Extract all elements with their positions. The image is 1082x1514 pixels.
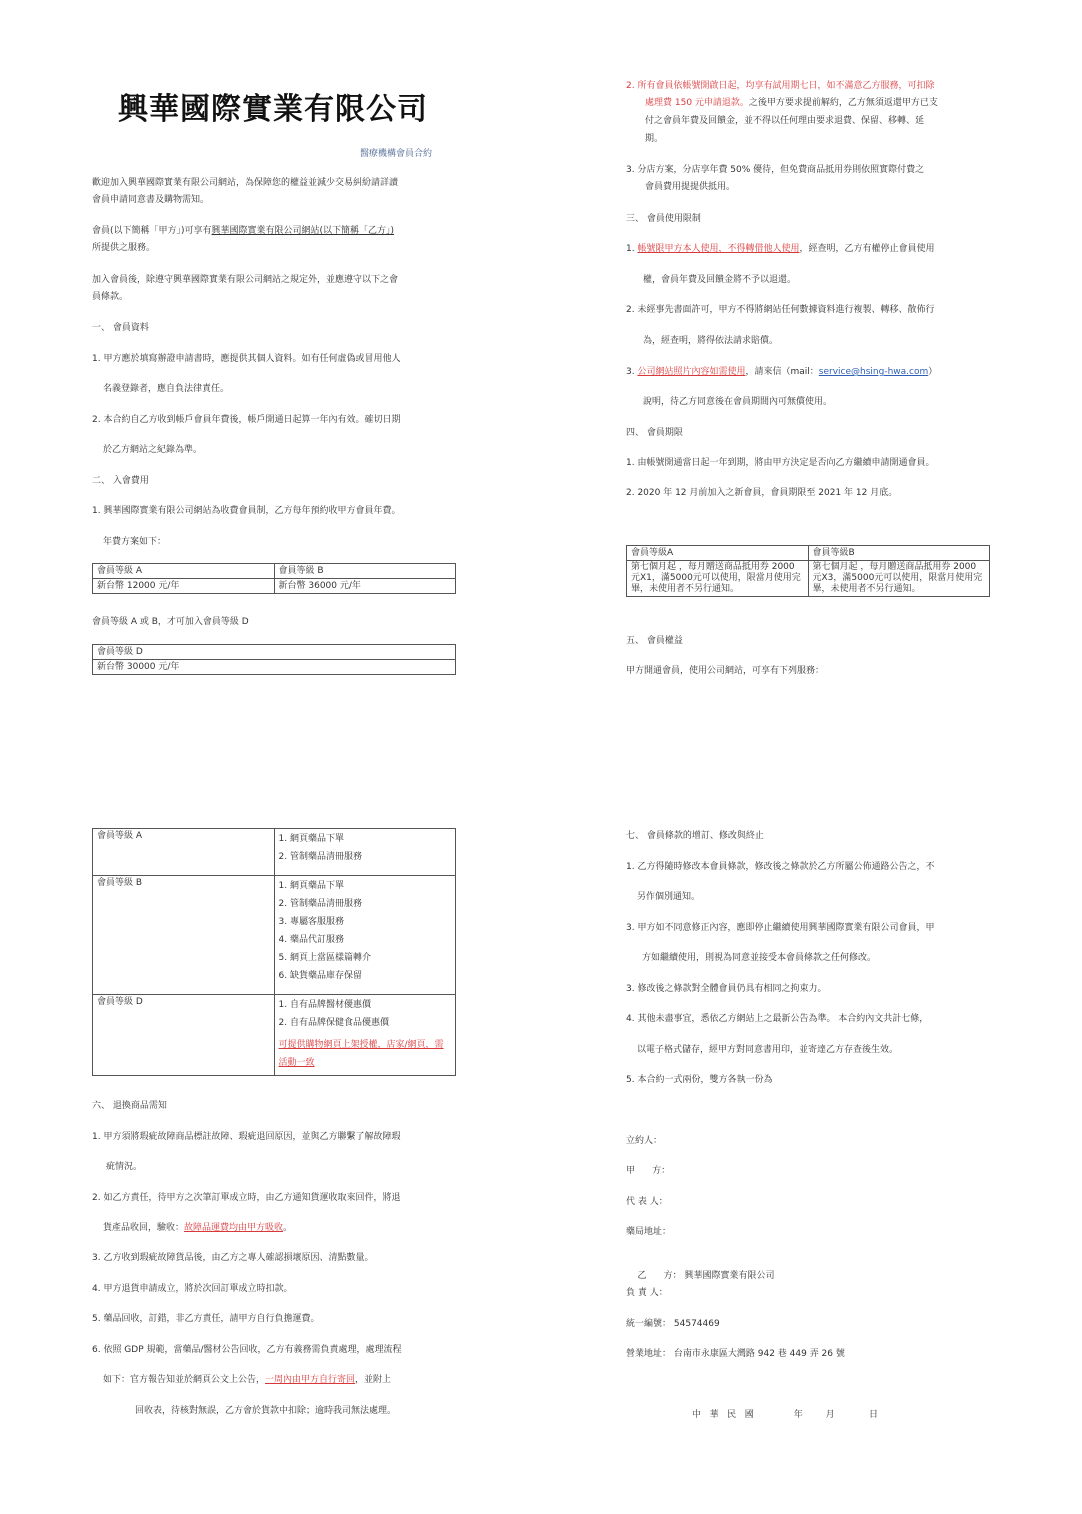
table-row — [627, 546, 990, 561]
email-link[interactable]: service@hsing-hwa.com — [818, 367, 929, 377]
party-a-label: 甲 方： — [626, 1166, 671, 1176]
s6-item-2-end: 。 — [283, 1223, 293, 1233]
benefit-tier-b: 會員等級 B — [93, 876, 275, 995]
s6-item-2: 2. 如乙方責任，待甲方之次筆訂單成立時，由乙方通知貨運收取來回件，將退 — [92, 1193, 401, 1203]
s7-item-4: 4. 其他未盡事宜，悉依乙方網站上之最新公告為準。 本合約內文共計七條， — [626, 1014, 929, 1024]
section-2-heading: 二、 入會費用 — [92, 476, 149, 486]
s3-item-3-cont: 說明，待乙方同意後在會員期間內可無償使用。 — [643, 397, 833, 407]
list-item: 1. 網頁藥品下單 — [278, 834, 344, 844]
s7-item-2-cont: 方如繼續使用，則視為同意並接受本會員條款之任何修改。 — [642, 953, 877, 963]
table-row — [93, 829, 456, 876]
s5-intro: 甲方開通會員，使用公司網站，可享有下列服務： — [626, 666, 825, 676]
s3-item-2: 2. 未經事先書面許可，甲方不得將網站任何數據資料進行複製、轉移、散佈行 — [626, 305, 935, 315]
list-item: 1. 自有品牌醫材優惠價 — [278, 1000, 371, 1010]
s2-item-2: 2. 所有會員依帳號開啟日起，均享有試用期七日，如不滿意乙方服務，可扣除 — [626, 81, 935, 91]
address-row — [626, 1348, 845, 1361]
list-item: 2. 管制藥品清冊服務 — [278, 852, 362, 862]
s6-item-6-cont-2: 回收表，待核對無誤，乙方會於貨款中扣除；逾時我司無法處理。 — [135, 1406, 397, 1416]
fee-tier-a: 會員等級 A — [93, 564, 275, 579]
fee-tier-b: 會員等級 B — [274, 564, 456, 579]
signers-label: 立約人： — [626, 1136, 663, 1146]
voucher-desc-b: 第七個月起 ，每月贈送商品抵用券 2000元X3，滿5000元可以使用，限當月使用完畢，未使用者不另行通知。 — [808, 561, 990, 597]
s4-item-2: 2. 2020 年 12 月前加入之新會員，會員期限至 2021 年 12 月底。 — [626, 488, 898, 498]
intro-p2-underlined: 興華國際實業有限公司網站(以下簡稱「乙方」) — [211, 226, 395, 236]
section-7-heading: 七、 會員條款的增訂、修改與終止 — [626, 831, 764, 841]
s1-item-2-cont: 於乙方網站之紀錄為準。 — [103, 445, 203, 455]
s6-item-6-text-2: ，並附上 — [355, 1375, 392, 1385]
s2-item-1-cont: 年費方案如下： — [103, 537, 167, 547]
fee-price-d: 新台幣 30000 元/年 — [93, 660, 456, 675]
s6-item-5: 5. 藥品回收，訂錯，非乙方責任，請甲方自行負擔運費。 — [92, 1314, 320, 1324]
benefit-items-b — [274, 876, 456, 995]
party-b-value: 興華國際實業有限公司 — [684, 1271, 775, 1281]
s6-item-4: 4. 甲方退貨申請成立，將於次回訂單成立時扣款。 — [92, 1284, 293, 1294]
s3-item-1-red: 帳號限甲方本人使用，不得轉借他人使用 — [637, 244, 800, 254]
list-item: 1. 網頁藥品下單 — [278, 881, 344, 891]
contract-subtitle: 醫療機構會員合約 — [360, 149, 433, 159]
tax-id-row — [626, 1318, 720, 1331]
s2-item-2-line3: 付之會員年費及回饋金，並不得以任何理由要求退費、保留、移轉、延 — [645, 116, 925, 126]
date-line: 中 華 民 國 年 月 日 — [692, 1410, 879, 1420]
intro-paragraph-3: 加入會員後，除遵守興華國際實業有限公司網站之規定外，並應遵守以下之會 — [92, 275, 399, 285]
s2-item-2-cont — [645, 97, 938, 110]
fee-price-a: 新台幣 12000 元/年 — [93, 579, 275, 594]
s1-item-2: 2. 本合約自乙方收到帳戶會員年費後，帳戶開通日起算一年內有效。確切日期 — [92, 415, 401, 425]
table-row — [93, 876, 456, 995]
table-row — [93, 995, 456, 1076]
section-3-heading: 三、 會員使用限制 — [626, 214, 701, 224]
list-item: 5. 網頁上當區樣篇轉介 — [278, 953, 371, 963]
s3-item-3 — [626, 366, 937, 379]
list-item: 4. 藥品代訂服務 — [278, 935, 344, 945]
intro-paragraph-1: 歡迎加入興華國際實業有限公司網站，為保障您的權益並減少交易糾紛請詳讀 — [92, 178, 399, 188]
s2-item-3: 3. 分店方案，分店享年費 50% 優待，但免費商品抵用券則依照實際付費之 — [626, 165, 925, 175]
s6-item-1-cont: 疵情況。 — [106, 1162, 143, 1172]
s3-item-1-cont: 權，會員年費及回饋金將不予以退還。 — [643, 275, 797, 285]
address-label: 營業地址： — [626, 1349, 672, 1359]
s4-item-1: 1. 由帳號開通當日起一年到期，將由甲方決定是否向乙方繼續申請開通會員。 — [626, 458, 935, 468]
s7-item-2: 3. 甲方如不同意修正內容，應即停止繼續使用興華國際實業有限公司會員，甲 — [626, 923, 935, 933]
fee-price-b: 新台幣 36000 元/年 — [274, 579, 456, 594]
list-item: 3. 專屬客服服務 — [278, 917, 344, 927]
s6-item-6-cont — [103, 1374, 391, 1387]
section-1-heading: 一、 會員資料 — [92, 323, 149, 333]
s3-item-2-cont: 為，經查明，將得依法請求賠償。 — [643, 336, 779, 346]
s2-item-2-line4: 期。 — [645, 134, 664, 144]
s7-item-4-cont: 以電子格式儲存，經甲方對同意書用印，並寄達乙方存查後生效。 — [637, 1045, 899, 1055]
table-row — [93, 579, 456, 594]
s6-item-3: 3. 乙方收到瑕疵故障貨品後，由乙方之專人確認損壞原因、清點數量。 — [92, 1253, 374, 1263]
intro-paragraph-2b: 所提供之服務。 — [92, 243, 156, 253]
representative-label: 代 表 人： — [626, 1197, 668, 1207]
benefit-d-note: 可提供購物網頁上架授權，店家/網頁，需活動一致 — [278, 1040, 444, 1068]
pharmacy-address-label: 藥局地址： — [626, 1227, 672, 1237]
list-item: 2. 管制藥品清冊服務 — [278, 899, 362, 909]
section-4-heading: 四、 會員期限 — [626, 428, 683, 438]
fee-tier-d: 會員等級 D — [93, 645, 456, 660]
company-title: 興華國際實業有限公司 — [118, 92, 428, 127]
s3-item-1-number: 1. — [626, 244, 635, 254]
table-row — [93, 645, 456, 660]
s6-item-6: 6. 依照 GDP 規範，當藥品/醫材公告回收，乙方有義務需負責處理，處理流程 — [92, 1345, 402, 1355]
s6-item-6-red: 一周內由甲方自行寄回 — [265, 1375, 356, 1385]
s1-item-1: 1. 甲方應於填寫辦證申請書時，應提供其個人資料。如有任何虛偽或冒用他人 — [92, 354, 401, 364]
list-item: 6. 缺貨藥品庫存保留 — [278, 971, 362, 981]
section-6-heading: 六、 退換商品需知 — [92, 1101, 167, 1111]
s3-item-3-red: 公司網站照片內容如需使用 — [637, 367, 746, 377]
s2-item-2-rest: 之後甲方要求提前解約，乙方無須返還甲方已支 — [748, 98, 938, 108]
s7-item-5: 5. 本合約一式兩份，雙方各執一份為 — [626, 1075, 773, 1085]
intro-paragraph-1b: 會員申請同意書及購物需知。 — [92, 195, 210, 205]
s3-item-3-mid: ，請來信（mail： — [745, 367, 819, 377]
tax-id-value: 54574469 — [673, 1319, 720, 1329]
table-row — [627, 561, 990, 597]
s7-item-3: 3. 修改後之條款對全體會員仍具有相同之拘束力。 — [626, 984, 827, 994]
s6-item-2-text: 貨產品收回，驗收： — [103, 1223, 185, 1233]
voucher-tier-b: 會員等級B — [808, 546, 990, 561]
s7-item-1: 1. 乙方得隨時修改本會員條款，修改後之條款於乙方所屬公佈通路公告之，不 — [626, 862, 935, 872]
tier-d-note: 會員等級 A 或 B，才可加入會員等級 D — [92, 617, 249, 627]
voucher-tier-a: 會員等級A — [627, 546, 809, 561]
s2-item-3-cont: 會員費用提提供抵用。 — [645, 182, 736, 192]
s2-item-2-red: 處理費 150 元申請退款。 — [645, 98, 749, 108]
s6-item-1: 1. 甲方須將瑕疵故障商品標註故障、瑕疵退回原因，並與乙方聯繫了解故障瑕 — [92, 1132, 401, 1142]
benefit-items-d — [274, 995, 456, 1076]
responsible-label: 負 責 人： — [626, 1288, 668, 1298]
section-5-heading: 五、 會員權益 — [626, 636, 683, 646]
s6-item-2-red: 故障品運費均由甲方吸收 — [184, 1223, 284, 1233]
address-value: 台南市永康區大灣路 942 巷 449 弄 26 號 — [673, 1349, 845, 1359]
s3-item-1 — [626, 243, 935, 256]
s7-item-1-cont: 另作個別通知。 — [637, 892, 701, 902]
voucher-table — [626, 545, 990, 597]
table-row — [93, 660, 456, 675]
s3-item-3-end: ） — [928, 367, 938, 377]
intro-paragraph-2 — [92, 225, 394, 238]
s3-item-1-rest: ，經查明，乙方有權停止會員使用 — [799, 244, 935, 254]
party-b-label: 乙 方： — [637, 1271, 682, 1281]
benefit-tier-a: 會員等級 A — [93, 829, 275, 876]
s1-item-1-cont: 名義登錄者，應自負法律責任。 — [103, 384, 230, 394]
fee-table-d — [92, 644, 456, 675]
list-item: 2. 自有品牌保健食品優惠價 — [278, 1018, 389, 1028]
table-row — [93, 564, 456, 579]
fee-table-ab — [92, 563, 456, 594]
benefit-items-a — [274, 829, 456, 876]
tax-id-label: 統一編號： — [626, 1319, 672, 1329]
voucher-desc-a: 第七個月起 ，每月贈送商品抵用券 2000元X1，滿5000元可以使用，限當月使用完畢，未使用者不另行通知。 — [627, 561, 809, 597]
benefit-tier-d: 會員等級 D — [93, 995, 275, 1076]
benefits-table — [92, 828, 456, 1076]
s3-item-3-number: 3. — [626, 367, 635, 377]
s2-item-1: 1. 興華國際實業有限公司網站為收費會員制，乙方每年預約收甲方會員年費。 — [92, 506, 401, 516]
intro-paragraph-3b: 員條款。 — [92, 292, 129, 302]
s6-item-6-text: 如下：官方報告知並於網頁公文上公告， — [103, 1375, 266, 1385]
intro-p2-a: 會員(以下簡稱「甲方」)可享有 — [92, 226, 212, 236]
s6-item-2-cont — [103, 1222, 292, 1235]
